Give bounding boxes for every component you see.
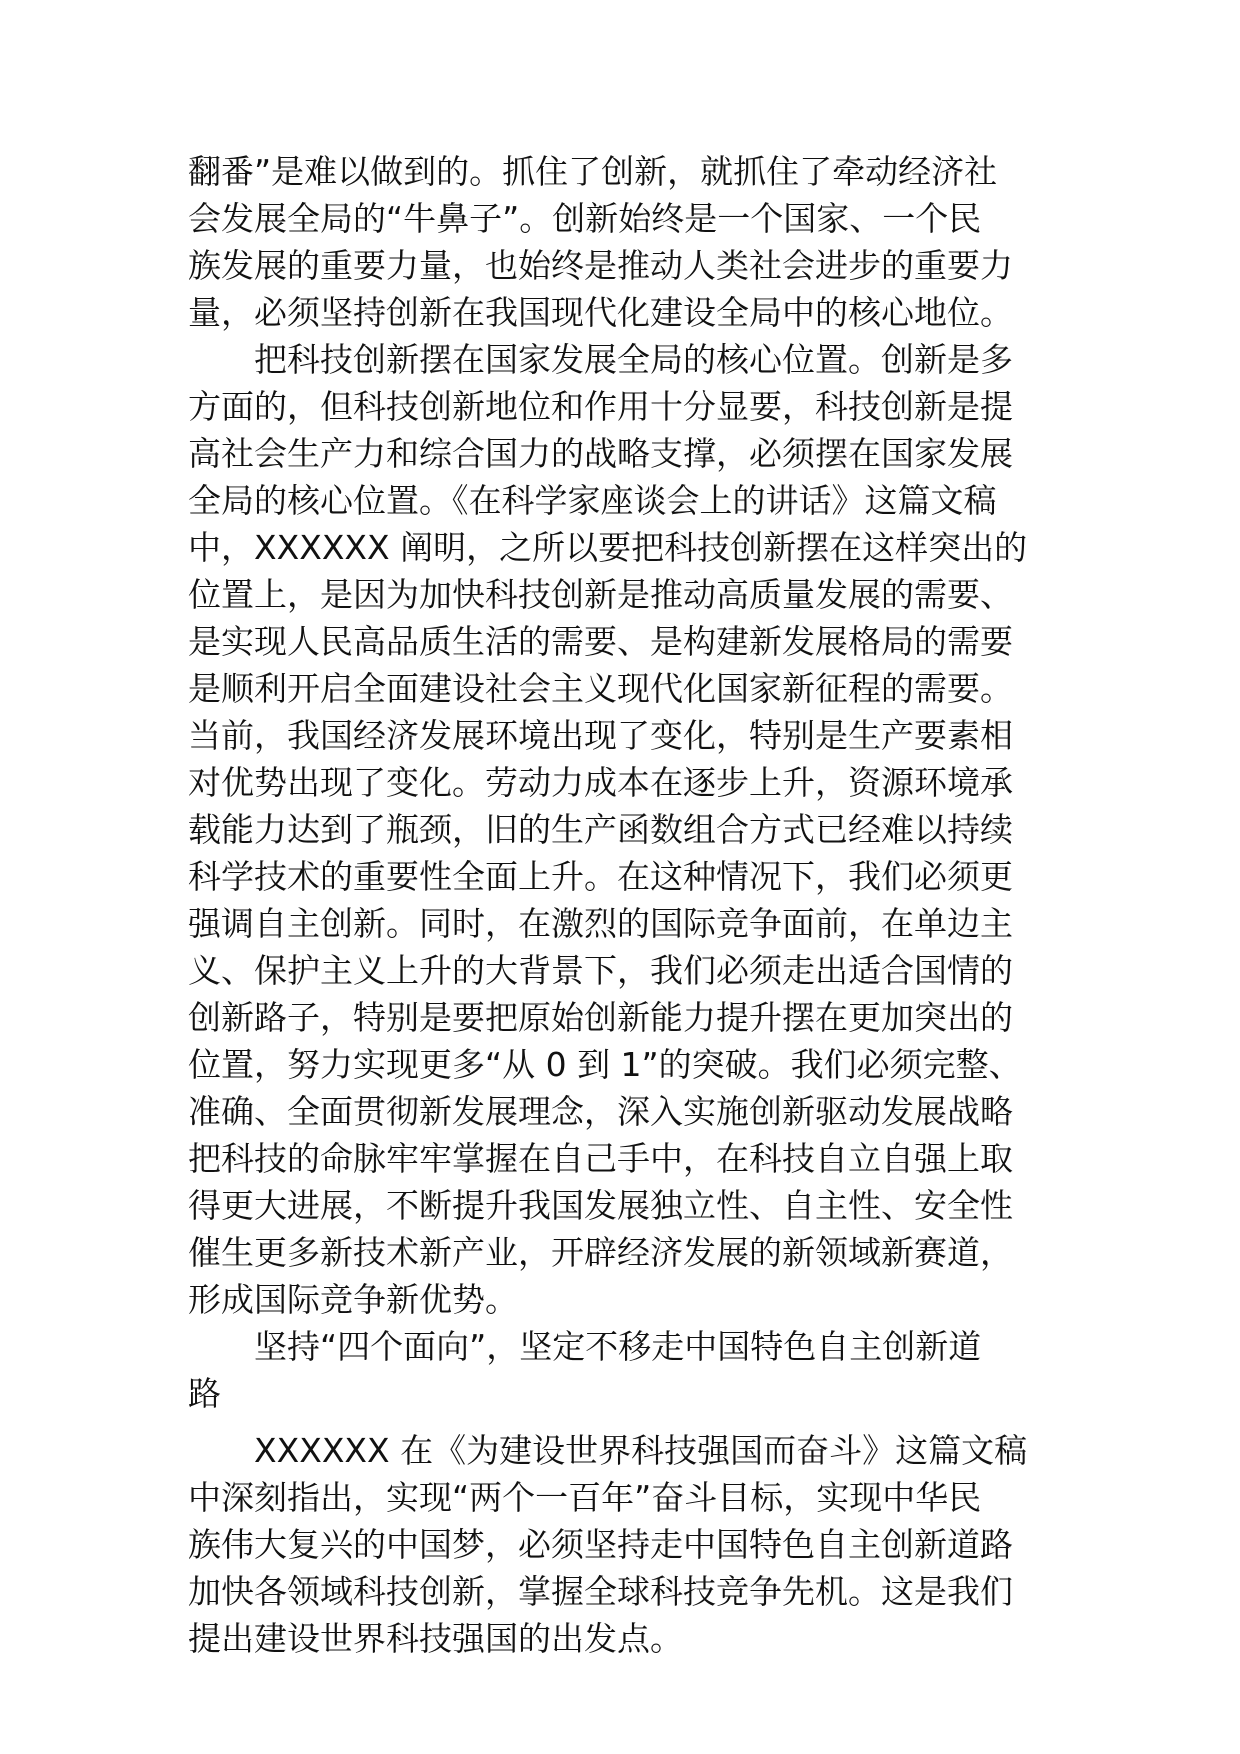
text-line: 形成国际竞争新优势。: [188, 1280, 518, 1319]
text-line: 催生更多新技术新产业，开辟经济发展的新领域新赛道，: [188, 1233, 1013, 1272]
text-line: 位置上，是因为加快科技创新是推动高质量发展的需要、: [188, 575, 1013, 614]
section-heading-line: 坚持“四个面向”，坚定不移走中国特色自主创新道: [254, 1327, 982, 1366]
text-line: 族发展的重要力量，也始终是推动人类社会进步的重要力: [188, 246, 1013, 285]
section-heading-line: 路: [188, 1374, 221, 1413]
text-line: 位置，努力实现更多“从 0 到 1”的突破。我们必须完整、: [188, 1045, 1022, 1084]
text-line: 载能力达到了瓶颈，旧的生产函数组合方式已经难以持续: [188, 810, 1013, 849]
text-line: 得更大进展，不断提升我国发展独立性、自主性、安全性: [188, 1186, 1013, 1225]
document-page: [188, 148, 1058, 1662]
text-line: 对优势出现了变化。劳动力成本在逐步上升，资源环境承: [188, 763, 1013, 802]
text-line: 加快各领域科技创新，掌握全球科技竞争先机。这是我们: [188, 1572, 1013, 1611]
text-line: 是实现人民高品质生活的需要、是构建新发展格局的需要: [188, 622, 1013, 661]
text-line: 方面的，但科技创新地位和作用十分显要，科技创新是提: [188, 387, 1013, 426]
text-line: XXXXXX 在《为建设世界科技强国而奋斗》这篇文稿: [254, 1431, 1028, 1470]
text-line: 科学技术的重要性全面上升。在这种情况下，我们必须更: [188, 857, 1013, 896]
text-line: 族伟大复兴的中国梦，必须坚持走中国特色自主创新道路: [188, 1525, 1013, 1564]
text-line: 中深刻指出，实现“两个一百年”奋斗目标，实现中华民: [188, 1478, 982, 1517]
text-line: 把科技创新摆在国家发展全局的核心位置。创新是多: [254, 340, 1013, 379]
text-line: 全局的核心位置。《在科学家座谈会上的讲话》这篇文稿: [188, 481, 997, 520]
text-line: 义、保护主义上升的大背景下，我们必须走出适合国情的: [188, 951, 1013, 990]
text-line: 会发展全局的“牛鼻子”。创新始终是一个国家、一个民: [188, 199, 982, 238]
text-line: 当前，我国经济发展环境出现了变化，特别是生产要素相: [188, 716, 1013, 755]
text-line: 高社会生产力和综合国力的战略支撑，必须摆在国家发展: [188, 434, 1013, 473]
text-line: 提出建设世界科技强国的出发点。: [188, 1619, 683, 1658]
text-line: 把科技的命脉牢牢掌握在自己手中，在科技自立自强上取: [188, 1139, 1013, 1178]
text-line: 创新路子，特别是要把原始创新能力提升摆在更加突出的: [188, 998, 1013, 1037]
text-line: 中，XXXXXX 阐明，之所以要把科技创新摆在这样突出的: [188, 528, 1028, 567]
paragraph-gap: [188, 1417, 1058, 1427]
text-line: 是顺利开启全面建设社会主义现代化国家新征程的需要。: [188, 669, 1013, 708]
text-line: 翻番”是难以做到的。抓住了创新，就抓住了牵动经济社: [188, 152, 998, 191]
text-line: 准确、全面贯彻新发展理念，深入实施创新驱动发展战略: [188, 1092, 1013, 1131]
text-line: 量，必须坚持创新在我国现代化建设全局中的核心地位。: [188, 293, 1013, 332]
text-line: 强调自主创新。同时，在激烈的国际竞争面前，在单边主: [188, 904, 1013, 943]
